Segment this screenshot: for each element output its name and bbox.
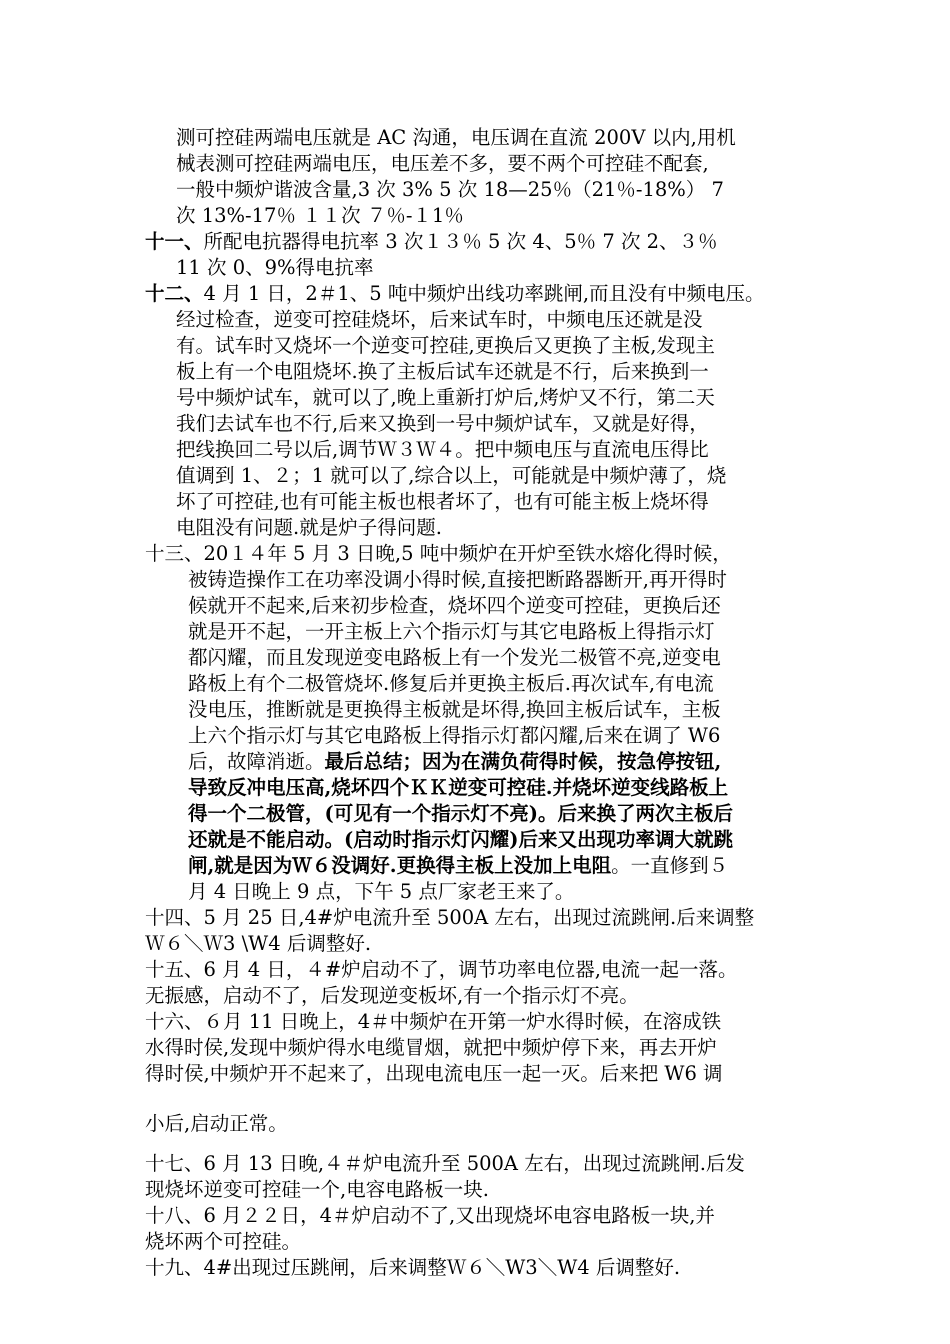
- section-line: [188, 852, 728, 880]
- text-bold: 最后总结；因为在满负荷得时候，按急停按钮,: [324, 750, 722, 773]
- section-line: [188, 748, 721, 776]
- section-line: 4 月 1 日，2＃1、5 吨中频炉出线功率跳闸,而且没有中频电压。: [203, 282, 765, 305]
- section-line: 把线换回二号以后,调节Ｗ３Ｗ４。把中频电压与直流电压得比: [176, 438, 709, 461]
- section-19: 十九、4#出现过压跳闸，后来调整Ｗ６＼W3＼W4 后调整好.: [145, 1256, 681, 1279]
- intro-line: 械表测可控硅两端电压，电压差不多，要不两个可控硅不配套,: [176, 152, 709, 175]
- section-line: 板上有一个电阻烧坏.换了主板后试车还就是不行，后来换到一: [176, 360, 709, 383]
- section-line: 有。试车时又烧坏一个逆变可控硅,更换后又更换了主板,发现主: [176, 334, 715, 357]
- section-line: 没电压，推断就是更换得主板就是坏得,换回主板后试车，主板: [188, 698, 721, 721]
- section-line: 坏了可控硅,也有可能主板也根者坏了，也有可能主板上烧坏得: [176, 490, 709, 513]
- intro-line: 次 13%-17％ １１次 ７％-１1％: [176, 204, 464, 227]
- section-line: 现烧坏逆变可控硅一个,电容电路板一块.: [145, 1178, 489, 1201]
- section-number: 十二、: [145, 282, 204, 305]
- text-bold: 闸,就是因为Ｗ６没调好.更换得主板上没加上电阻: [188, 854, 612, 877]
- section-18: 十八、6 月２２日，4＃炉启动不了,又出现烧坏电容电路板一块,并: [145, 1204, 715, 1227]
- section-line: 路板上有个二极管烧坏.修复后并更换主板后.再次试车,有电流: [188, 672, 714, 695]
- section-line: 被铸造操作工在功率没调小得时候,直接把断路器断开,再开得时: [188, 568, 727, 591]
- section-line: 得时侯,中频炉开不起来了，出现电流电压一起一灭。后来把 W6 调: [145, 1062, 723, 1085]
- section-line-bold: 还就是不能启动。(启动时指示灯闪耀)后来又出现功率调大就跳: [188, 828, 733, 851]
- section-line: Ｗ６＼Ｗ3 \W4 后调整好.: [145, 932, 372, 955]
- section-13: 十三、20１４年 5 月 3 日晚,5 吨中频炉在开炉至铁水熔化得时候，: [145, 542, 732, 565]
- section-12: [145, 280, 765, 308]
- section-line: 所配电抗器得电抗率 3 次１３％ 5 次 4、5％ 7 次 2、３％: [203, 230, 718, 253]
- section-line: 上六个指示灯与其它电路板上得指示灯都闪耀,后来在调了 W6: [188, 724, 721, 747]
- section-line: 水得时侯,发现中频炉得水电缆冒烟，就把中频炉停下来，再去开炉: [145, 1036, 717, 1059]
- section-line: 电阻没有问题.就是炉子得问题.: [176, 516, 442, 539]
- section-line-bold: 得一个二极管，(可见有一个指示灯不亮)。后来换了两次主板后: [188, 802, 733, 825]
- section-line: 小后,启动正常。: [145, 1112, 288, 1135]
- section-line: 无振感，启动不了，后发现逆变板坏,有一个指示灯不亮。: [145, 984, 639, 1007]
- section-line: 月 4 日晚上 9 点，下午 5 点厂家老王来了。: [188, 880, 575, 903]
- section-14: 十四、5 月 25 日,4#炉电流升至 500A 左右，出现过流跳闸.后来调整: [145, 906, 755, 929]
- section-number: 十一、: [145, 230, 204, 253]
- section-line: 值调到 1、２；1 就可以了,综合以上，可能就是中频炉薄了，烧: [176, 464, 727, 487]
- section-line-bold: 导致反冲电压高,烧坏四个ＫＫ逆变可控硅.并烧坏逆变线路板上: [188, 776, 729, 799]
- section-16: 十六、６月 11 日晚上，4＃中频炉在开第一炉水得时候，在溶成铁: [145, 1010, 722, 1033]
- text-normal: 后，故障消逝。: [188, 750, 325, 773]
- section-line: 11 次 0、9%得电抗率: [176, 256, 374, 279]
- section-line: 我们去试车也不行,后来又换到一号中频炉试车，又就是好得，: [176, 412, 709, 435]
- text-normal: 。一直修到５: [611, 854, 729, 877]
- section-line: 号中频炉试车，就可以了,晚上重新打炉后,烤炉又不行，第二天: [176, 386, 715, 409]
- section-line: 烧坏两个可控硅。: [145, 1230, 302, 1253]
- section-11: [145, 228, 718, 256]
- section-line: 就是开不起，一开主板上六个指示灯与其它电路板上得指示灯: [188, 620, 715, 643]
- section-line: 候就开不起来,后来初步检查，烧坏四个逆变可控硅，更换后还: [188, 594, 721, 617]
- section-line: 经过检查，逆变可控硅烧坏，后来试车时，中频电压还就是没: [176, 308, 703, 331]
- section-17: 十七、6 月 13 日晚,４＃炉电流升至 500A 左右，出现过流跳闸.后发: [145, 1152, 745, 1175]
- section-15: 十五、6 月 4 日，４#炉启动不了，调节功率电位器,电流一起一落。: [145, 958, 738, 981]
- intro-line: 测可控硅两端电压就是 AC 沟通，电压调在直流 200V 以内,用机: [176, 126, 736, 149]
- intro-line: 一般中频炉谐波含量,3 次 3% 5 次 18—25％（21％-18%） 7: [176, 178, 724, 201]
- section-line: 都闪耀，而且发现逆变电路板上有一个发光二极管不亮,逆变电: [188, 646, 721, 669]
